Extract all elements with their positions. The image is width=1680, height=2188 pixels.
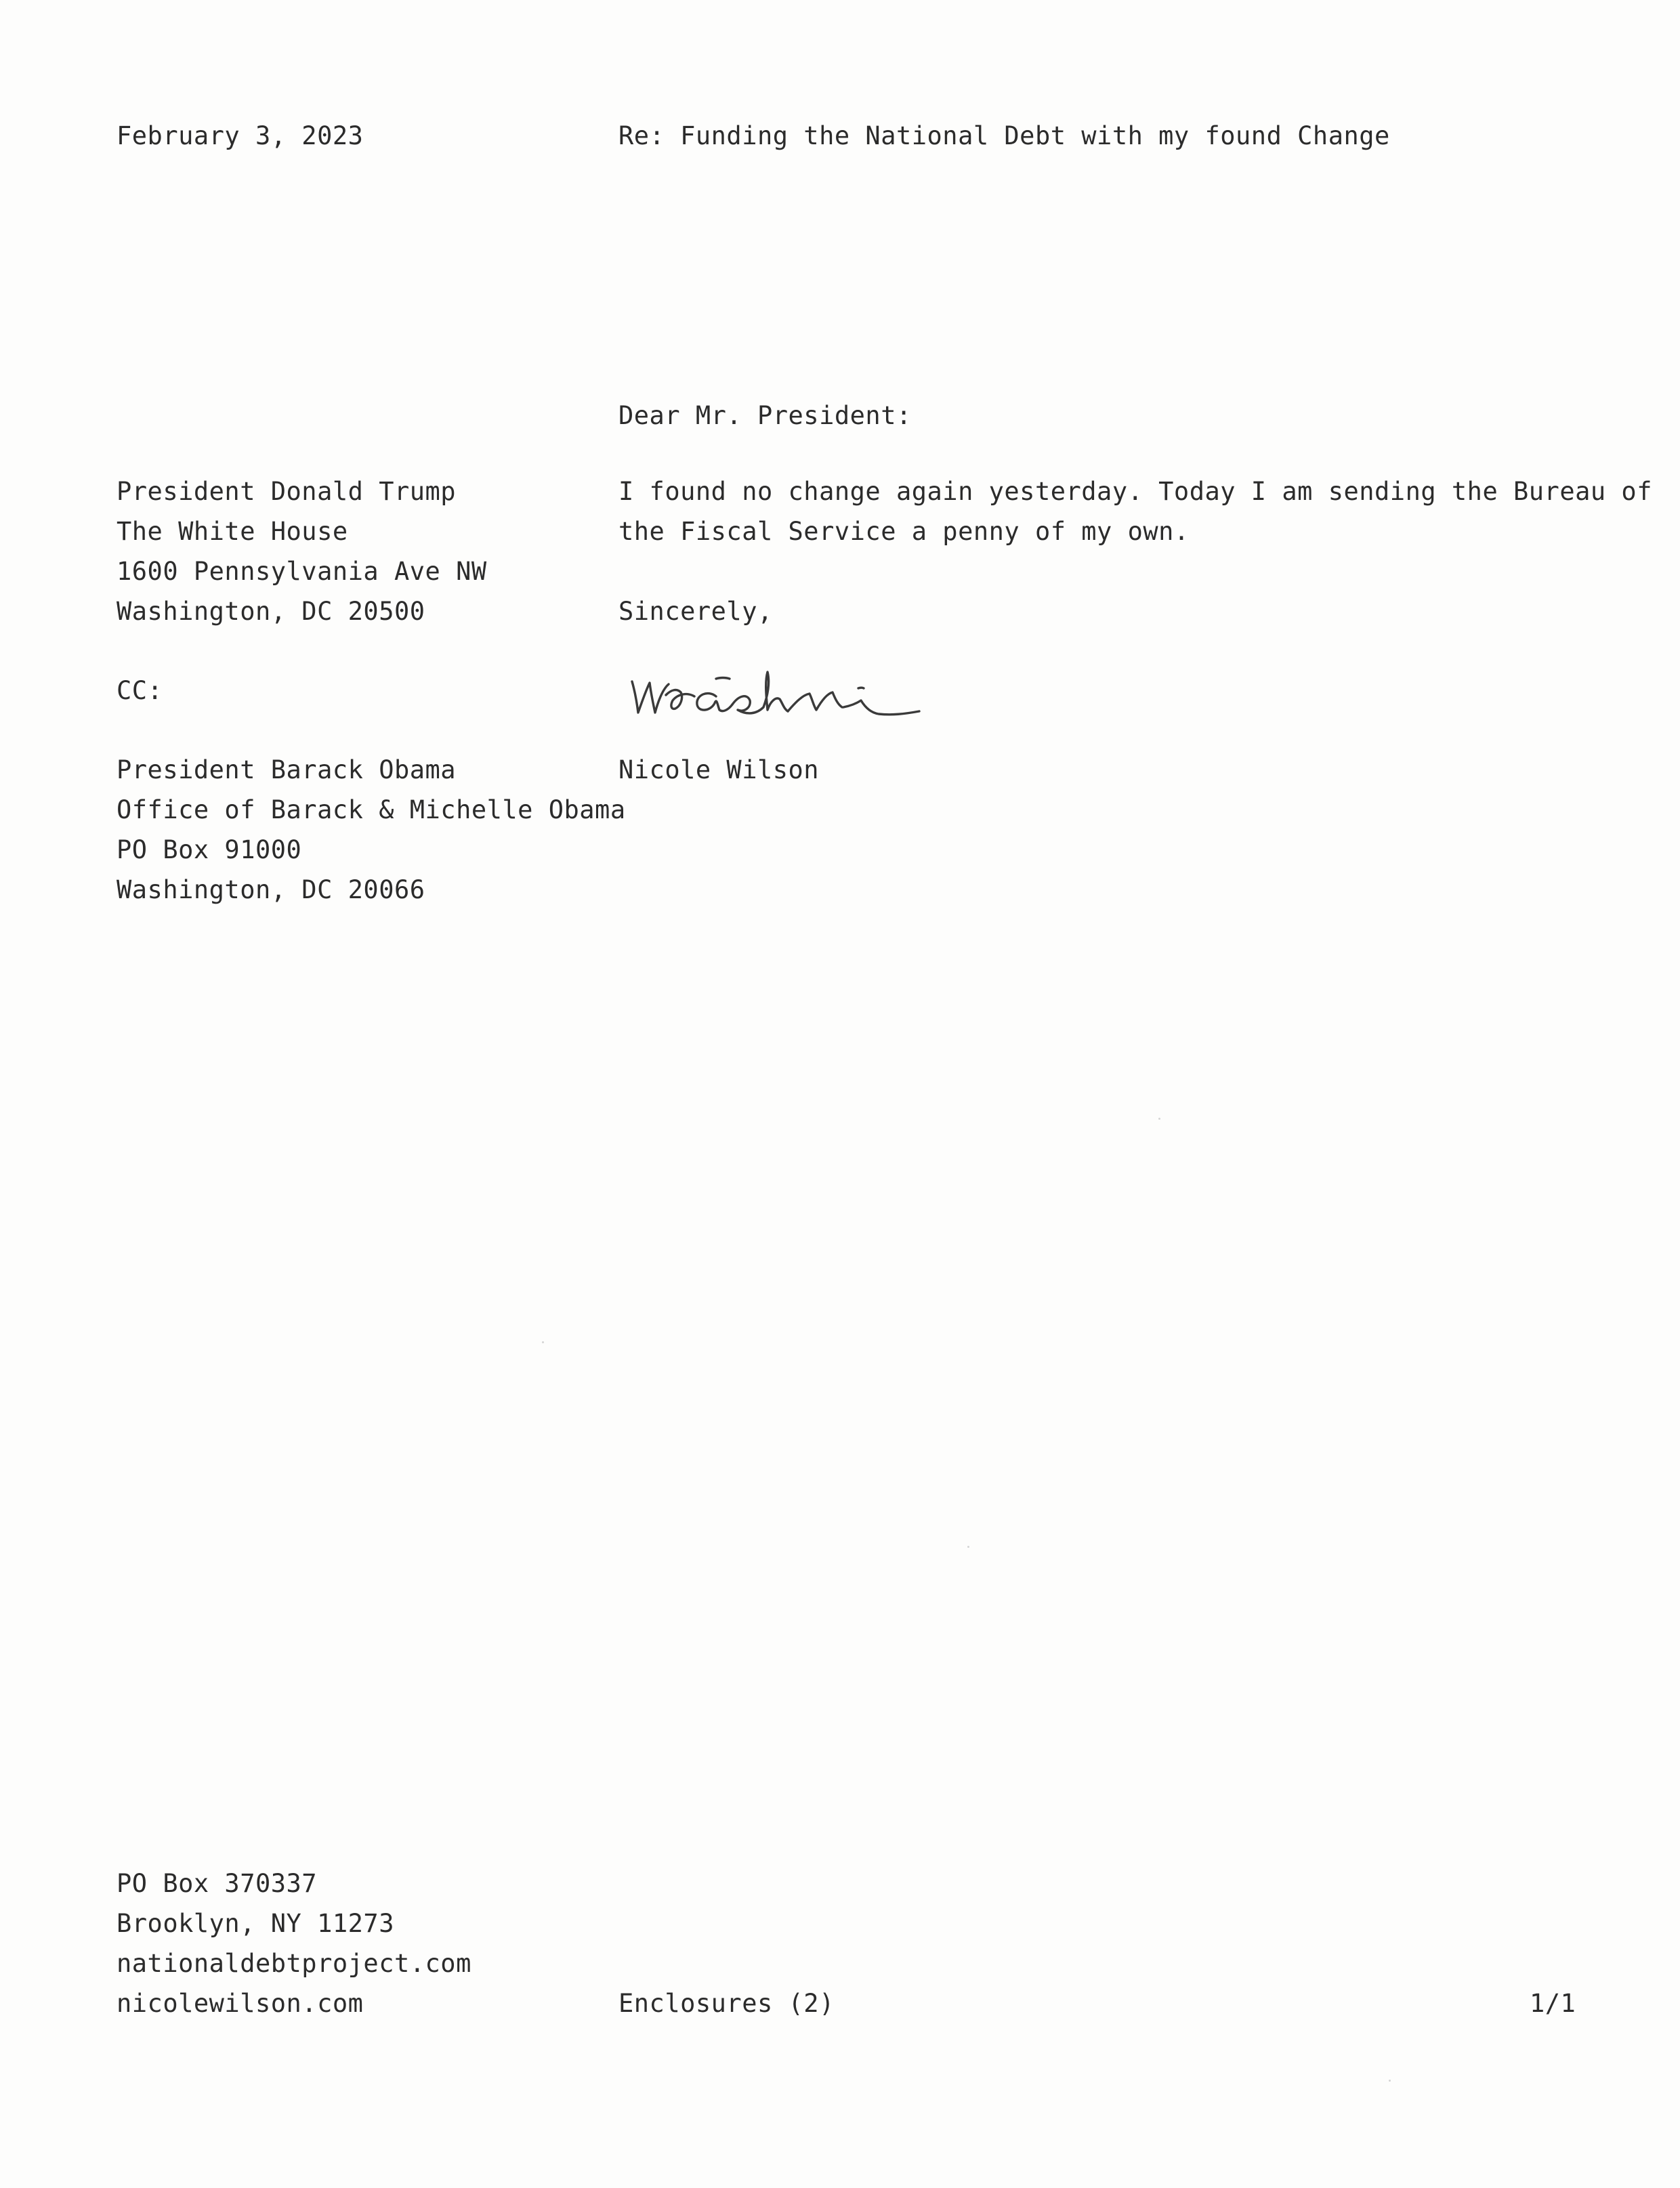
cc-address [117, 750, 626, 910]
recipient-street: 1600 Pennsylvania Ave NW [117, 557, 487, 586]
letter-body [618, 471, 1652, 551]
letter-date: February 3, 2023 [117, 121, 364, 150]
cc-label: CC: [117, 676, 163, 705]
letter-subject: Re: Funding the National Debt with my found Change [618, 121, 1390, 150]
sender-address [117, 1864, 471, 2023]
cc-recipient-organization: Office of Barack & Michelle Obama [117, 795, 626, 824]
sender-website: nicolewilson.com [117, 1989, 364, 2018]
recipient-city: Washington, DC 20500 [117, 597, 425, 626]
paper-speck [1389, 2080, 1391, 2082]
sender-website: nationaldebtproject.com [117, 1949, 471, 1978]
signer-name: Nicole Wilson [618, 755, 820, 784]
recipient-organization: The White House [117, 517, 348, 546]
recipient-name: President Donald Trump [117, 477, 457, 506]
paper-speck [967, 1546, 969, 1548]
paper-speck [542, 1341, 544, 1343]
page-number: 1/1 [1530, 1989, 1576, 2018]
enclosures-note: Enclosures (2) [618, 1989, 835, 2018]
body-line: the Fiscal Service a penny of my own. [618, 517, 1190, 546]
paper-speck [1158, 1118, 1160, 1120]
sender-po-box: PO Box 370337 [117, 1869, 318, 1898]
sender-city: Brooklyn, NY 11273 [117, 1909, 394, 1938]
closing: Sincerely, [618, 597, 773, 626]
handwritten-signature [627, 656, 959, 730]
salutation: Dear Mr. President: [618, 401, 912, 430]
cc-recipient-name: President Barack Obama [117, 755, 457, 784]
body-line: I found no change again yesterday. Today I am sending the Bureau of [618, 477, 1652, 506]
cc-recipient-po-box: PO Box 91000 [117, 835, 302, 864]
recipient-address [117, 471, 487, 631]
cc-recipient-city: Washington, DC 20066 [117, 875, 425, 904]
